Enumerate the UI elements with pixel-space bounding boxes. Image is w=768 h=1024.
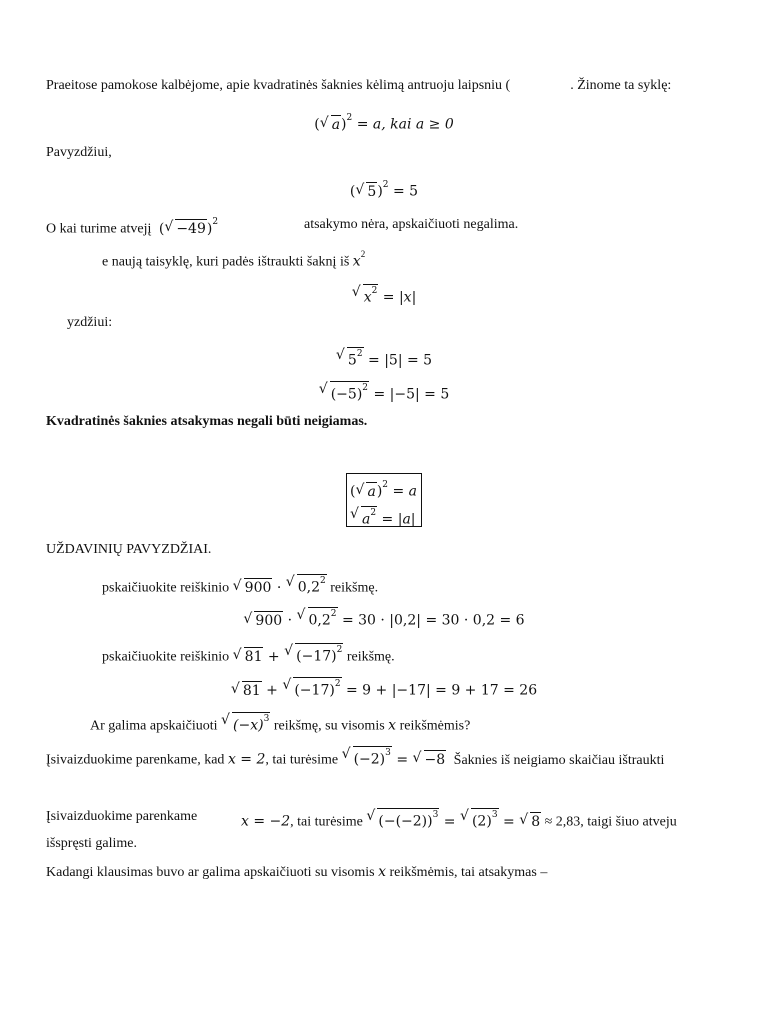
imagine-2-end: išspręsti galime. xyxy=(46,836,137,851)
intro-text-end: . Žinome ta syklę: xyxy=(570,78,672,93)
task-1 xyxy=(102,574,378,598)
radicand: 81 xyxy=(244,648,263,665)
rule-box-line-1: (√ a)$^2$ = a xyxy=(350,479,417,501)
bold-statement-text: Kvadratinės šaknies atsakymas negali būti neigiamas. xyxy=(46,414,368,429)
radicand: (−17) xyxy=(296,648,337,665)
formula-sqrt-neg5sq-abs xyxy=(0,381,768,404)
operator: · xyxy=(272,579,286,596)
radicand: 900 xyxy=(255,612,283,629)
task-2-end: reikšmę. xyxy=(346,649,395,665)
radicand: x xyxy=(363,289,372,306)
rule-box-line-2 xyxy=(350,506,416,529)
radicand: 0,2 xyxy=(297,579,321,596)
question-text-2: reikšmę, su visomis xyxy=(273,718,385,734)
case-line xyxy=(46,216,218,239)
formula-sqrt-x-squared xyxy=(0,284,768,307)
exponent: 2 xyxy=(356,349,363,359)
radicand: a xyxy=(331,116,341,133)
exponent: 2 xyxy=(330,609,337,619)
exponent: 2 xyxy=(382,180,389,190)
exponent: 2 xyxy=(336,645,343,655)
bold-statement xyxy=(46,413,367,431)
operator: + xyxy=(263,648,285,665)
imagine-2-text-2: , tai turėsime xyxy=(290,814,363,830)
formula-rest: = |a| xyxy=(377,511,416,528)
operator: = xyxy=(439,813,460,830)
radicand: 0,2 xyxy=(308,612,331,629)
radicand: a xyxy=(362,511,371,528)
radicand: −49 xyxy=(176,220,206,237)
imagine-2-eq: x = −2 xyxy=(241,813,291,830)
formula-rest: = |5| = 5 xyxy=(363,352,433,369)
operator: · xyxy=(283,612,297,629)
exponent: 2 xyxy=(371,286,378,296)
exponent: 2 xyxy=(360,249,366,259)
new-rule-line xyxy=(102,248,365,272)
formula-sqrt-a-squared: (√ a)$^2$ = a, kai a ≥ 0 xyxy=(0,112,768,134)
intro-line xyxy=(46,77,671,95)
variable-x: x xyxy=(378,864,386,880)
radicand: a xyxy=(367,483,376,500)
imagine-2-text: Įsivaizduokime parenkame xyxy=(46,809,198,824)
question-text: Ar galima apskaičiuoti xyxy=(90,718,218,734)
case-result: atsakymo nėra, apskaičiuoti negalima. xyxy=(304,217,519,232)
imagine-1 xyxy=(46,746,664,770)
formula-rest: = |x| xyxy=(378,289,417,306)
exponent: 2 xyxy=(334,679,341,689)
exponent: 2 xyxy=(370,508,377,518)
exponent: 2 xyxy=(320,576,326,586)
conclusion-line xyxy=(46,863,547,882)
radicand: (2) xyxy=(471,813,492,830)
intro-text: Praeitose pamokose kalbėjome, apie kvadratinės šaknies kėlimą antruoju laipsniu ( xyxy=(46,78,511,93)
imagine-1-text: Įsivaizduokime parenkame, kad xyxy=(46,752,225,768)
operator: = xyxy=(391,751,413,768)
imagine-1-text-3: Šaknies iš neigiamo skaičiau ištraukti xyxy=(453,752,665,768)
variable-x: x xyxy=(388,717,397,734)
exponent: 2 xyxy=(212,217,219,227)
solution-rest: = 30 · |0,2| = 30 · 0,2 = 6 xyxy=(337,612,525,629)
exponent: 3 xyxy=(385,748,391,758)
task-1-solution xyxy=(0,607,768,630)
formula-rest: = 5 xyxy=(388,183,419,200)
question-line xyxy=(90,712,470,736)
imagine-1-eq: x = 2 xyxy=(227,751,266,768)
task-2-solution xyxy=(0,677,768,700)
imagine-2-math xyxy=(241,808,677,832)
exponent: 3 xyxy=(491,810,498,820)
formula-sqrt5-squared: (√ 5)$^2$ = 5 xyxy=(0,179,768,201)
exponent: 2 xyxy=(382,480,389,490)
exponent: 2 xyxy=(346,113,353,123)
radicand: 8 xyxy=(531,813,541,830)
formula-rest: = a xyxy=(388,483,418,500)
radicand: 5 xyxy=(347,352,357,369)
variable-x: x xyxy=(352,253,361,270)
example-label: Pavyzdžiui, xyxy=(46,145,112,160)
question-text-3: reikšmėmis? xyxy=(399,718,471,734)
new-rule-text: e naują taisyklę, kuri padės ištraukti šaknį iš xyxy=(102,254,350,270)
radicand: −8 xyxy=(424,751,446,768)
conclusion-text-2: reikšmėmis, tai atsakymas – xyxy=(389,865,548,880)
radicand: (−5) xyxy=(330,386,363,403)
case-text: O kai turime atvejį xyxy=(46,221,152,237)
formula-rest: = |−5| = 5 xyxy=(369,386,450,403)
task-1-text: pskaičiuokite reiškinio xyxy=(102,580,230,596)
operator: + xyxy=(261,682,283,699)
radicand: (−17) xyxy=(294,682,335,699)
section-heading: UŽDAVINIŲ PAVYZDŽIAI. xyxy=(46,542,212,557)
imagine-1-text-2: , tai turėsime xyxy=(265,752,339,768)
formula-sqrt5sq-abs xyxy=(0,347,768,370)
radicand: (−x) xyxy=(233,717,264,734)
solution-rest: = 9 + |−17| = 9 + 17 = 26 xyxy=(341,682,538,699)
formula-rest: = a, kai a ≥ 0 xyxy=(352,116,454,133)
radicand: 81 xyxy=(242,682,261,699)
imagine-2-text-3: ≈ 2,83, taigi šiuo atveju xyxy=(544,814,677,830)
radicand: 900 xyxy=(244,579,272,596)
imagine-2 xyxy=(46,808,197,826)
exponent: 3 xyxy=(432,810,439,820)
case-formula: (√ −49)$^2$ xyxy=(159,221,218,237)
example-label-2: yzdžiui: xyxy=(67,315,113,330)
exponent: 3 xyxy=(263,714,270,724)
radicand: (−(−2)) xyxy=(378,813,433,830)
task-2 xyxy=(102,643,395,667)
operator: = xyxy=(498,813,520,830)
radicand: 5 xyxy=(367,183,377,200)
task-2-text: pskaičiuokite reiškinio xyxy=(102,649,230,665)
conclusion-text: Kadangi klausimas buvo ar galima apskaičiuoti su visomis xyxy=(46,865,375,880)
radicand: (−2) xyxy=(353,751,386,768)
exponent: 2 xyxy=(362,383,369,393)
task-1-end: reikšmę. xyxy=(330,580,379,596)
